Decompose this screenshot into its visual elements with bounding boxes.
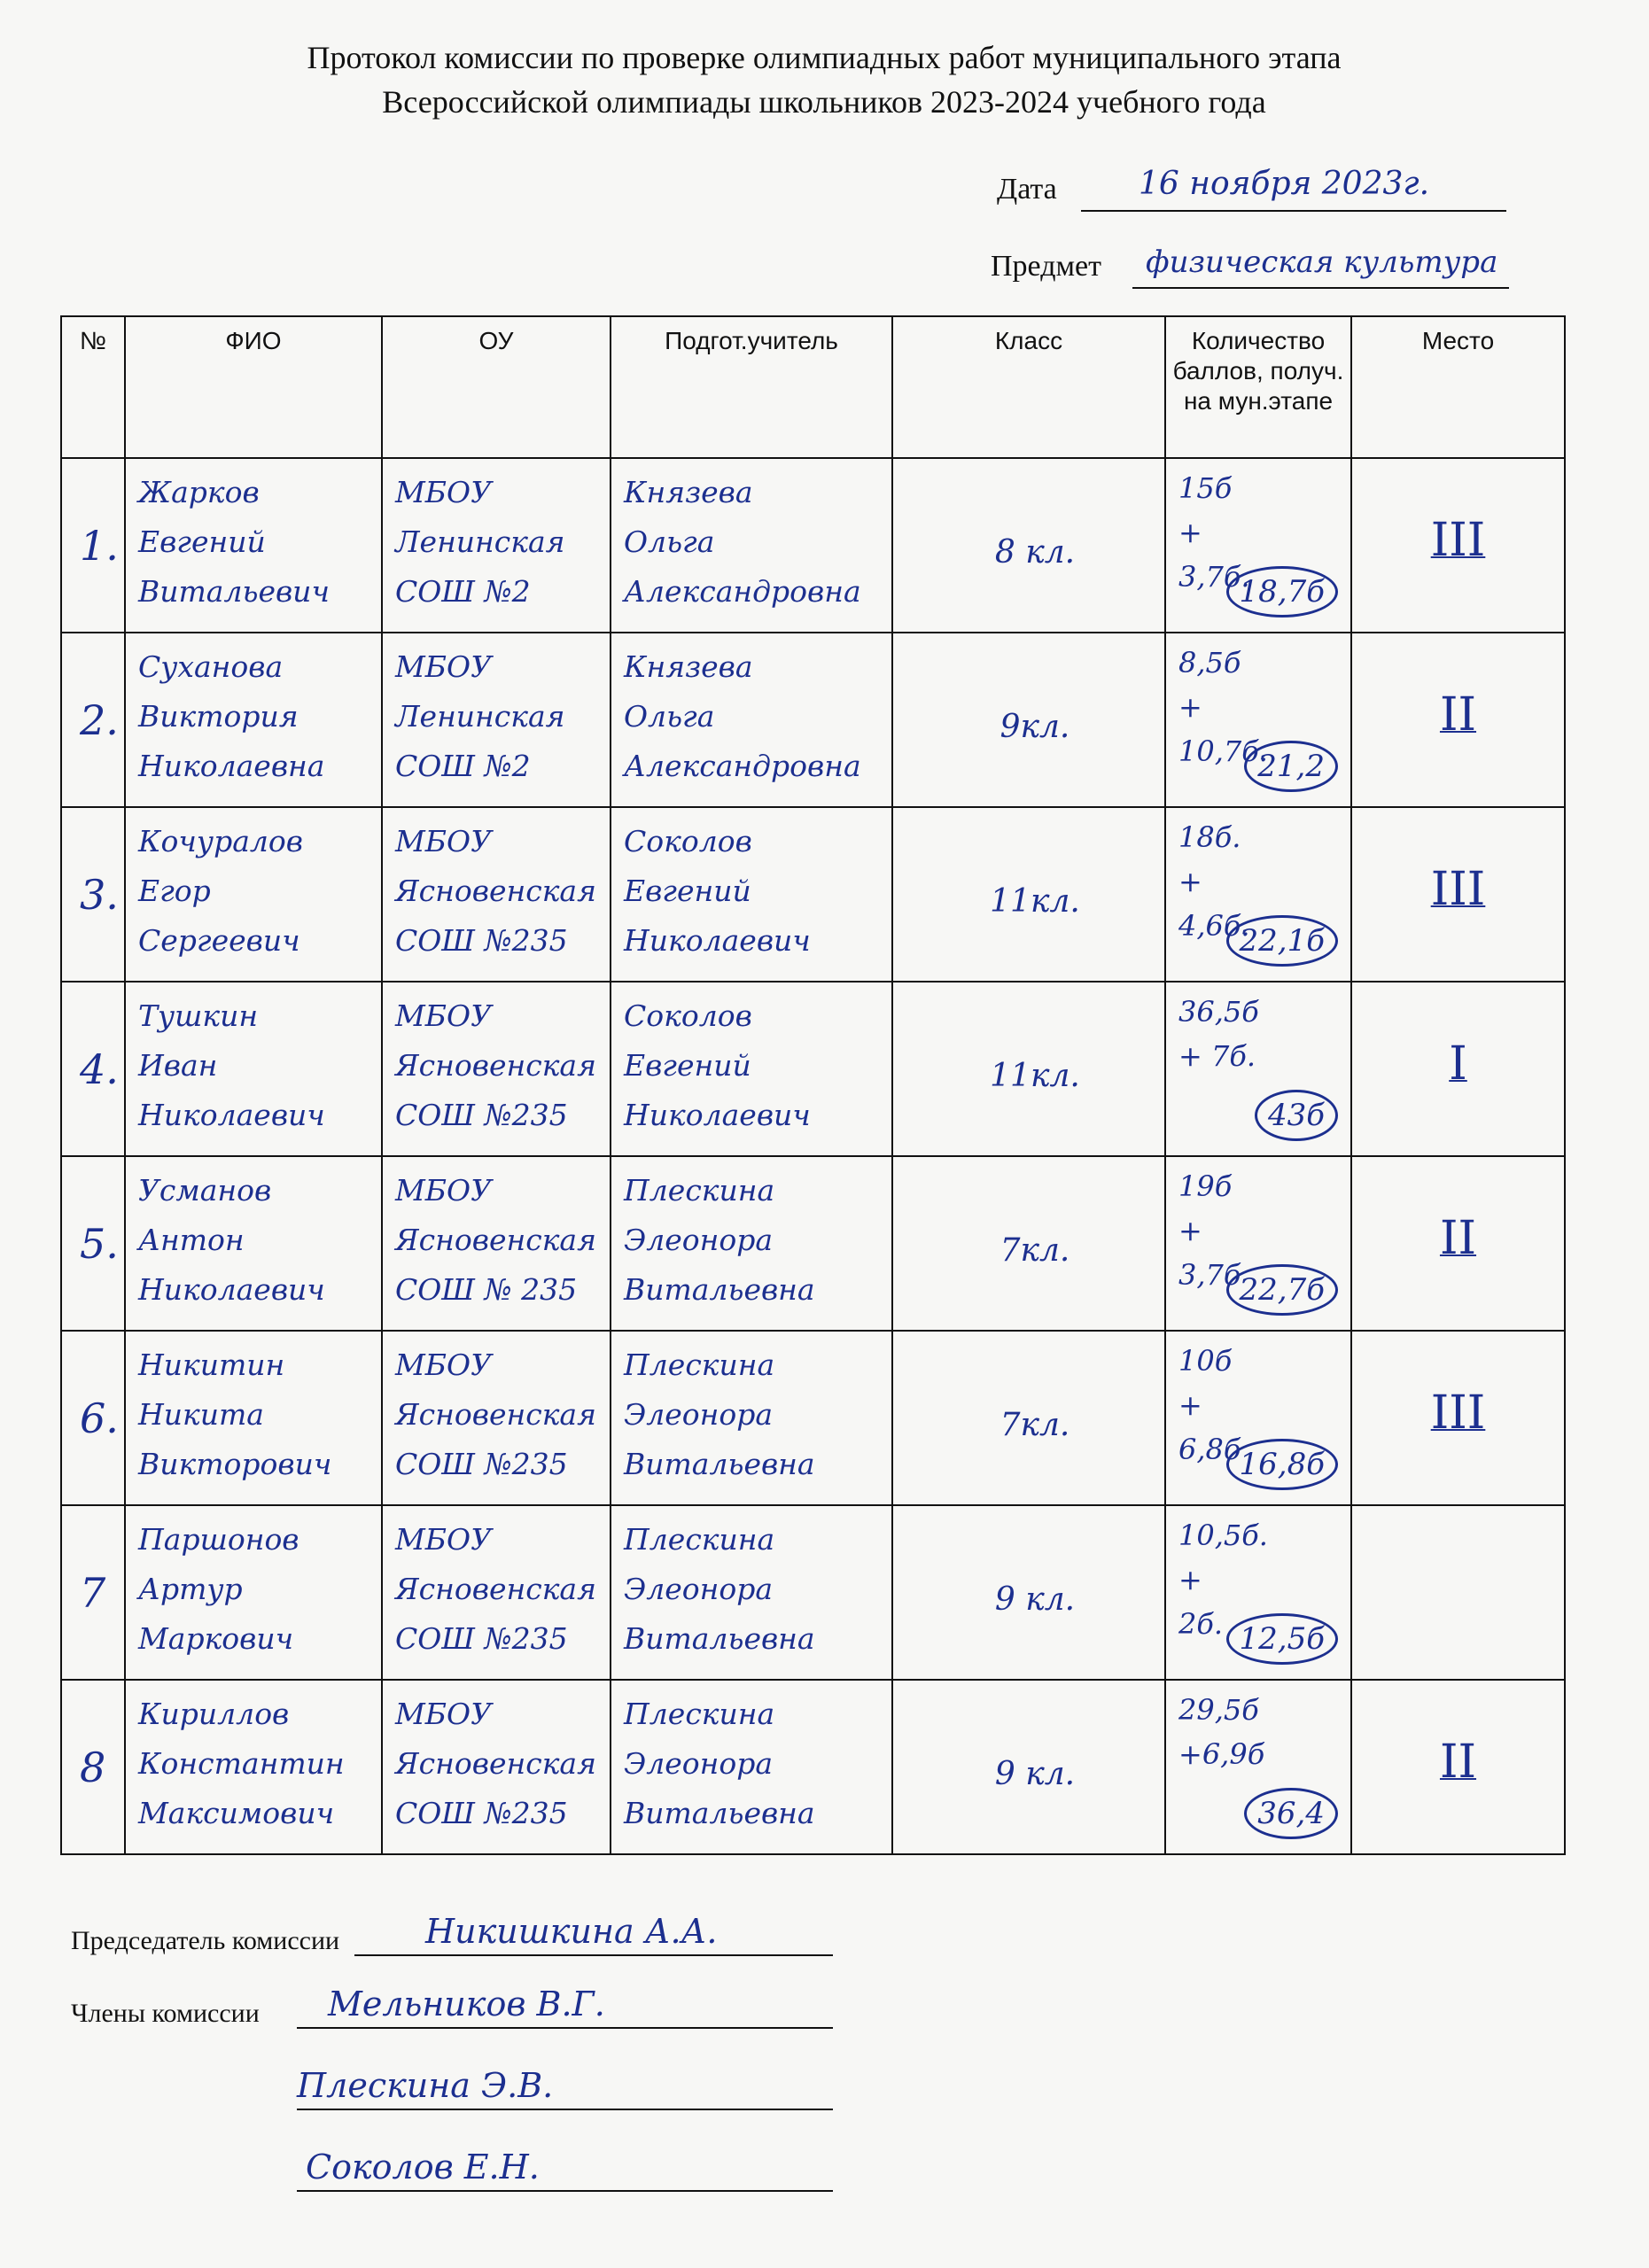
score-breakdown: 10б + 6,8б [1178, 1344, 1241, 1466]
members-label: Члены комиссии [71, 1999, 260, 2028]
table-row [61, 982, 1565, 1156]
place: I [1449, 1037, 1467, 1091]
school-name: МБОУ Ленинская СОШ №2 [395, 475, 565, 609]
place: II [1439, 1212, 1477, 1265]
table-row [61, 1331, 1565, 1505]
title-line-1: Протокол комиссии по проверке олимпиадных работ муниципального этапа [307, 40, 1342, 75]
members-row [71, 1977, 868, 2032]
subject-value: физическая культура [1146, 245, 1498, 280]
place: III [1430, 1386, 1486, 1440]
table-header-row [61, 316, 1565, 458]
score-breakdown: 18б. + 4,6б. [1178, 820, 1250, 943]
protocol-title [133, 35, 1515, 124]
school-name: МБОУ Ясновенская СОШ №235 [395, 1522, 596, 1656]
teacher-name: Соколов Евгений Николаевич [624, 824, 811, 958]
date-label: Дата [997, 173, 1057, 206]
grade: 7кл. [1000, 1232, 1070, 1269]
table-row [61, 807, 1565, 982]
subject-field [991, 245, 1513, 294]
score-total: 22,1б [1226, 915, 1338, 967]
teacher-name: Плескина Элеонора Витальевна [624, 1522, 815, 1656]
row-number: 1. [80, 522, 119, 570]
school-name: МБОУ Ясновенская СОШ №235 [395, 1348, 596, 1481]
member-signature-1: Мельников В.Г. [328, 1984, 605, 2023]
grade: 11кл. [990, 1058, 1080, 1094]
chairman-row [71, 1905, 868, 1960]
score-total: 36,4 [1244, 1788, 1338, 1839]
table-row [61, 1505, 1565, 1680]
participant-name: Суханова Виктория Николаевна [138, 649, 325, 783]
score-total: 12,5б [1226, 1613, 1338, 1665]
col-header-teacher: Подгот.учитель [611, 316, 892, 458]
score-breakdown: 8,5б + 10,7б. [1178, 646, 1268, 768]
score-total: 22,7б [1226, 1264, 1338, 1316]
place: II [1439, 688, 1477, 742]
subject-line [1132, 287, 1509, 289]
signature-block [71, 1905, 868, 2195]
member-signature-3: Соколов Е.Н. [306, 2148, 540, 2186]
grade: 7кл. [1000, 1407, 1070, 1443]
score-breakdown: 19б + 3,7б [1178, 1169, 1241, 1292]
member-line-2 [297, 2109, 833, 2110]
col-header-number: № [61, 316, 125, 458]
score-total: 16,8б [1226, 1439, 1338, 1490]
row-number: 8 [80, 1744, 106, 1791]
grade: 9кл. [1000, 709, 1070, 745]
participant-name: Никитин Никита Викторович [138, 1348, 332, 1481]
col-header-score: Количество баллов, получ. на мун.этапе [1165, 316, 1351, 458]
grade: 9 кл. [994, 1581, 1076, 1618]
place: III [1430, 514, 1486, 567]
member-signature-2: Плескина Э.В. [297, 2066, 554, 2105]
grade: 8 кл. [994, 534, 1076, 571]
school-name: МБОУ Ясновенская СОШ №235 [395, 998, 596, 1132]
chairman-line [354, 1954, 833, 1956]
school-name: МБОУ Ясновенская СОШ № 235 [395, 1173, 596, 1307]
col-header-fio: ФИО [125, 316, 382, 458]
row-number: 5. [80, 1220, 119, 1268]
chairman-signature: Никишкина А.А. [425, 1912, 718, 1951]
participant-name: Усманов Антон Николаевич [138, 1173, 325, 1307]
score-breakdown: 29,5б +6,9б [1178, 1693, 1265, 1771]
subject-label: Предмет [991, 250, 1101, 283]
date-line [1081, 210, 1506, 212]
results-table [60, 315, 1566, 1855]
place: II [1439, 1736, 1477, 1789]
school-name: МБОУ Ясновенская СОШ №235 [395, 824, 596, 958]
col-header-school: ОУ [382, 316, 611, 458]
date-value: 16 ноября 2023г. [1139, 166, 1430, 202]
member-line-3 [297, 2190, 833, 2192]
participant-name: Кочуралов Егор Сергеевич [138, 824, 303, 958]
row-number: 2. [80, 696, 119, 744]
row-number: 4. [80, 1045, 119, 1093]
table-row [61, 1680, 1565, 1854]
member-row-3 [71, 2140, 868, 2195]
score-total: 18,7б [1226, 566, 1338, 617]
score-breakdown: 15б + 3,7б. [1178, 471, 1250, 594]
teacher-name: Соколов Евгений Николаевич [624, 998, 811, 1132]
teacher-name: Князева Ольга Александровна [624, 649, 861, 783]
member-line-1 [297, 2027, 833, 2029]
col-header-place: Место [1351, 316, 1565, 458]
teacher-name: Плескина Элеонора Витальевна [624, 1697, 815, 1830]
participant-name: Жарков Евгений Витальевич [138, 475, 330, 609]
participant-name: Тушкин Иван Николаевич [138, 998, 325, 1132]
grade: 11кл. [990, 883, 1080, 920]
score-breakdown: 36,5б + 7б. [1178, 995, 1259, 1073]
row-number: 3. [80, 871, 119, 919]
teacher-name: Плескина Элеонора Витальевна [624, 1348, 815, 1481]
teacher-name: Князева Ольга Александровна [624, 475, 861, 609]
row-number: 6. [80, 1394, 119, 1442]
place: III [1430, 863, 1486, 916]
chairman-label: Председатель комиссии [71, 1926, 340, 1955]
teacher-name: Плескина Элеонора Витальевна [624, 1173, 815, 1307]
place [1352, 1506, 1564, 1561]
col-header-grade: Класс [892, 316, 1165, 458]
date-field [997, 166, 1511, 217]
score-breakdown: 10,5б. + 2б. [1178, 1518, 1268, 1641]
school-name: МБОУ Ленинская СОШ №2 [395, 649, 565, 783]
participant-name: Кириллов Константин Максимович [138, 1697, 345, 1830]
table-row [61, 458, 1565, 633]
grade: 9 кл. [994, 1756, 1076, 1792]
score-total: 43б [1255, 1090, 1338, 1141]
participant-name: Паршонов Артур Маркович [138, 1522, 299, 1656]
table-row [61, 633, 1565, 807]
school-name: МБОУ Ясновенская СОШ №235 [395, 1697, 596, 1830]
table-row [61, 1156, 1565, 1331]
title-line-2: Всероссийской олимпиады школьников 2023-2024 учебного года [382, 84, 1266, 120]
member-row-2 [71, 2059, 868, 2114]
score-total: 21,2 [1244, 741, 1338, 792]
row-number: 7 [80, 1569, 106, 1617]
